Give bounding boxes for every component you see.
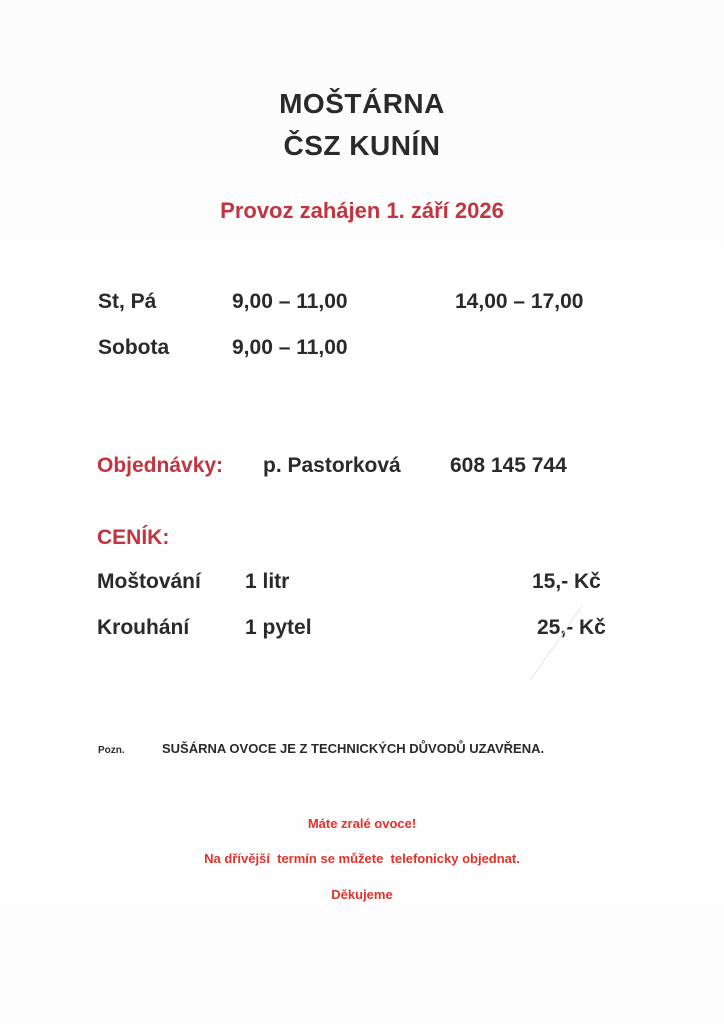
note-text: SUŠÁRNA OVOCE JE Z TECHNICKÝCH DŮVODŮ UZAVŘENA. bbox=[162, 741, 545, 756]
title-line-2: ČSZ KUNÍN bbox=[283, 130, 441, 161]
footer-line-1: Máte zralé ovoce! bbox=[307, 816, 417, 831]
opening-date-subtitle: Provoz zahájen 1. září 2026 bbox=[220, 198, 504, 223]
footer-line-2: Na dřívější termín se můžete telefonicky objednat. bbox=[204, 851, 520, 866]
orders-phone-number: 608 145 744 bbox=[450, 454, 567, 477]
hours-morning-saturday: 9,00 – 11,00 bbox=[232, 336, 348, 359]
hours-morning-weekday: 9,00 – 11,00 bbox=[232, 290, 348, 313]
pricelist-unit: 1 litr bbox=[245, 570, 290, 593]
hours-afternoon-weekday: 14,00 – 17,00 bbox=[455, 290, 584, 313]
pricelist-service: Moštování bbox=[97, 570, 201, 593]
orders-contact-name: p. Pastorková bbox=[263, 454, 401, 477]
pricelist-heading: CENÍK: bbox=[97, 526, 170, 549]
footer-thanks: Děkujeme bbox=[331, 887, 393, 902]
pricelist-price: 25,- Kč bbox=[537, 616, 606, 639]
pricelist-service: Krouhání bbox=[97, 616, 190, 639]
pricelist-unit: 1 pytel bbox=[245, 616, 312, 639]
hours-days-saturday: Sobota bbox=[98, 336, 170, 359]
hours-days-weekday: St, Pá bbox=[98, 290, 157, 313]
note-label: Pozn. bbox=[98, 745, 125, 756]
orders-label: Objednávky: bbox=[97, 454, 224, 477]
title-line-1: MOŠTÁRNA bbox=[279, 88, 445, 119]
pricelist-price: 15,- Kč bbox=[532, 570, 601, 593]
